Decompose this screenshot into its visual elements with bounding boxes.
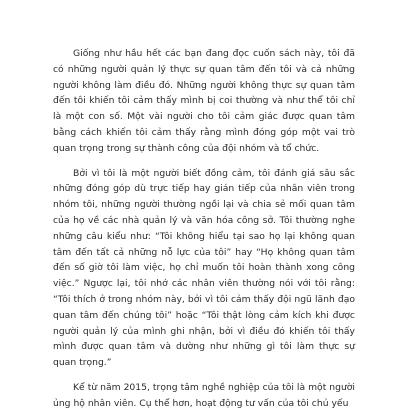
body-paragraph: Bởi vì tôi là một người biết đồng cảm, tôi đánh giá sâu sắc những đóng góp dù trực tiếp hay gián tiếp của nhân viên trong nhóm tôi, những người thường ngồi lại và chia sẻ mối quan tâm của họ về các nhà quản lý và văn hóa công sở. Tôi thường nghe những câu kiểu như: “Tôi không hiểu tại sao họ lại không quan tâm đến tất cả những nỗ lực của tôi” hay “Họ không quan tâm đến số giờ tôi làm việc, họ chỉ muốn tôi hoàn thành xong công việc.” Ngược lại, tôi nhớ các nhân viên thường nói với tôi rằng: “Tôi thích ở trong nhóm này, bởi vì tôi cảm thấy đội ngũ lãnh đạo quan tâm đến chúng tôi” hoặc “Tôi thật lòng cảm kích khi được người quản lý của mình ghi nhận, bởi vì điều đó khiến tôi thấy mình được quan tâm và dường như những gì tôi làm thực sự quan trọng.” [53, 167, 355, 369]
body-paragraph: Giống như hầu hết các bạn đang đọc cuốn sách này, tôi đã có những người quản lý thực sự quan tâm đến tôi và cả những người không làm điều đó. Những người không thực sự quan tâm đến tôi khiến tôi cảm thấy mình bị coi thường và như thể tôi chỉ là một con số. Một vài người cho tôi cảm giác được quan tâm bằng cách khiến tôi cảm thấy rằng mình đóng góp một vai trò quan trọng trong sự thành công của đội nhóm và tổ chức. [53, 48, 355, 154]
body-paragraph: Kể từ năm 2015, trọng tâm nghề nghiệp của tôi là một người ủng hộ nhân viên. Cụ thể hơn, hoạt động tư vấn của tôi chủ yếu [53, 381, 355, 409]
